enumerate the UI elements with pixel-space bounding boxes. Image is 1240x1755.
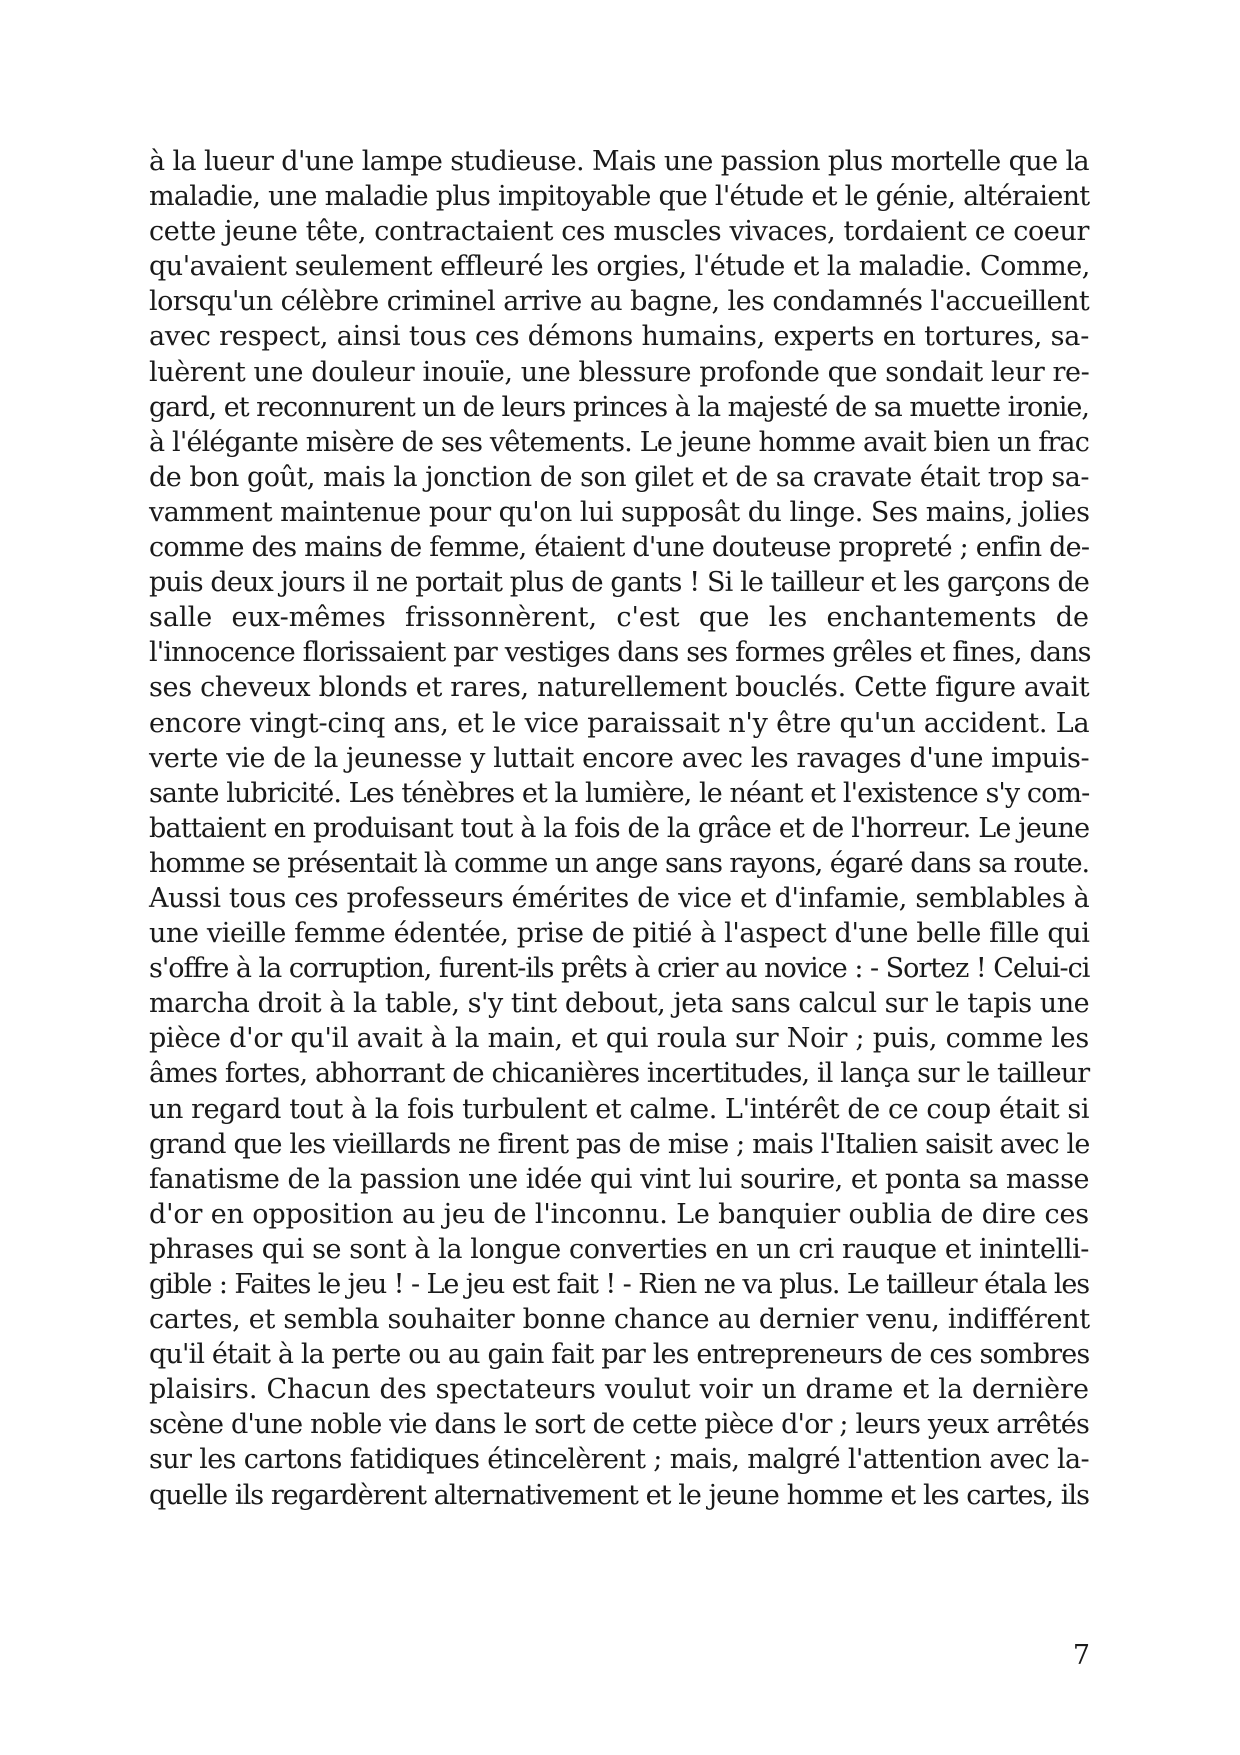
text-line: phrases qui se sont à la longue converties en un cri rauque et inintelli- <box>149 1233 1090 1265</box>
text-line: lorsqu'un célèbre criminel arrive au bagne, les condamnés l'accueillent <box>149 286 1090 318</box>
text-line: sur les cartons fatidiques étincelèrent ; mais, malgré l'attention avec la- <box>149 1444 1089 1476</box>
text-line: à la lueur d'une lampe studieuse. Mais une passion plus mortelle que la <box>149 146 1089 177</box>
text-line: battaient en produisant tout à la fois de la grâce et de l'horreur. Le jeune <box>149 812 1090 844</box>
text-line: d'or en opposition au jeu de l'inconnu. Le banquier oublia de dire ces <box>149 1198 1089 1230</box>
text-line: ses cheveux blonds et rares, naturellement bouclés. Cette figure avait <box>149 672 1090 704</box>
text-line: à l'élégante misère de ses vêtements. Le jeune homme avait bien un frac <box>149 426 1089 458</box>
text-line: gard, et reconnurent un de leurs princes à la majesté de sa muette ironie, <box>149 391 1089 423</box>
text-line: maladie, une maladie plus impitoyable que l'étude et le génie, altéraient <box>149 181 1090 213</box>
text-line: plaisirs. Chacun des spectateurs voulut voir un drame et la dernière <box>149 1374 1089 1406</box>
text-line: homme se présentait là comme un ange sans rayons, égaré dans sa route. <box>149 847 1089 879</box>
text-line: l'innocence florissaient par vestiges dans ses formes grêles et fines, dans <box>149 637 1091 669</box>
text-line: scène d'une noble vie dans le sort de cette pièce d'or ; leurs yeux arrêtés <box>149 1409 1089 1441</box>
text-line: fanatisme de la passion une idée qui vint lui sourire, et ponta sa masse <box>149 1163 1089 1195</box>
text-line: gible : Faites le jeu ! - Le jeu est fait ! - Rien ne va plus. Le tailleur étala les <box>149 1269 1090 1300</box>
body-text <box>149 144 1089 1513</box>
text-line: âmes fortes, abhorrant de chicanières incertitudes, il lança sur le tailleur <box>149 1058 1090 1090</box>
text-line: cette jeune tête, contractaient ces muscles vivaces, tordaient ce coeur <box>149 216 1090 248</box>
text-line: puis deux jours il ne portait plus de gants ! Si le tailleur et les garçons de <box>149 567 1089 599</box>
text-line: luèrent une douleur inouïe, une blessure profonde que sondait leur re- <box>149 356 1090 388</box>
text-line: s'offre à la corruption, furent-ils prêts à crier au novice : - Sortez ! Celui-ci <box>149 953 1090 985</box>
text-line: grand que les vieillards ne firent pas de mise ; mais l'Italien saisit avec le <box>149 1128 1090 1160</box>
text-line: cartes, et sembla souhaiter bonne chance au dernier venu, indifférent <box>149 1304 1090 1336</box>
text-line: de bon goût, mais la jonction de son gilet et de sa cravate était trop sa- <box>149 461 1089 493</box>
text-line: vamment maintenue pour qu'on lui supposât du linge. Ses mains, jolies <box>149 496 1090 528</box>
text-line: quelle ils regardèrent alternativement et le jeune homme et les cartes, ils <box>149 1479 1089 1511</box>
text-line: qu'avaient seulement effleuré les orgies, l'étude et la maladie. Comme, <box>149 251 1090 283</box>
text-line: encore vingt-cinq ans, et le vice paraissait n'y être qu'un accident. La <box>149 707 1090 739</box>
text-line: pièce d'or qu'il avait à la main, et qui roula sur Noir ; puis, comme les <box>149 1023 1089 1055</box>
text-line: Aussi tous ces professeurs émérites de vice et d'infamie, semblables à <box>149 882 1090 914</box>
text-line: une vieille femme édentée, prise de pitié à l'aspect d'une belle fille qui <box>149 918 1090 950</box>
text-line: avec respect, ainsi tous ces démons humains, experts en tortures, sa- <box>149 321 1090 353</box>
page-number: 7 <box>1072 1640 1090 1671</box>
text-line: un regard tout à la fois turbulent et calme. L'intérêt de ce coup était si <box>149 1093 1090 1125</box>
text-line: comme des mains de femme, étaient d'une douteuse propreté ; enfin de- <box>149 532 1090 564</box>
text-line: marcha droit à la table, s'y tint debout, jeta sans calcul sur le tapis une <box>149 988 1090 1020</box>
text-line: verte vie de la jeunesse y luttait encore avec les ravages d'une impuis- <box>149 742 1090 774</box>
text-line: salle eux-mêmes frissonnèrent, c'est que les enchantements de <box>149 602 1089 634</box>
text-line: qu'il était à la perte ou au gain fait par les entrepreneurs de ces sombres <box>149 1339 1090 1371</box>
text-line: sante lubricité. Les ténèbres et la lumière, le néant et l'existence s'y com- <box>149 777 1090 809</box>
